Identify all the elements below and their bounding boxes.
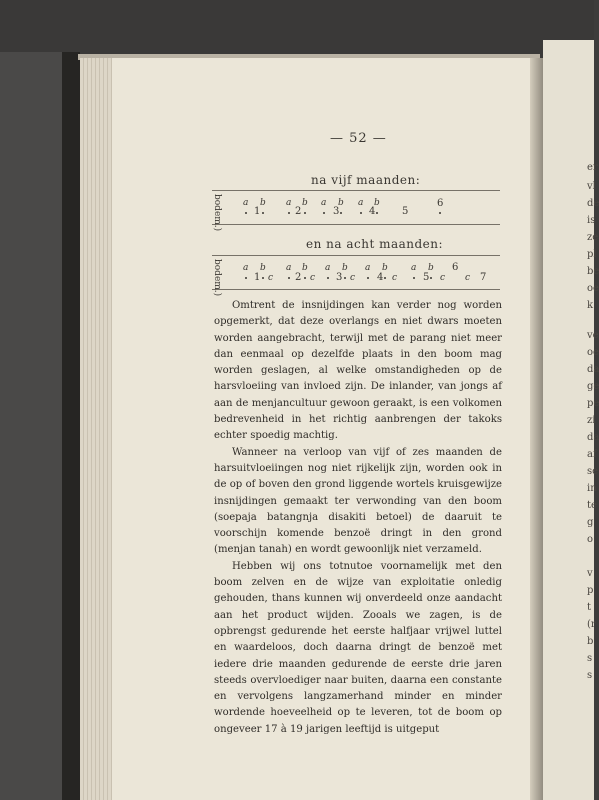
diagram-2-letter: a	[286, 263, 292, 273]
facing-page-fragment: se	[587, 466, 599, 477]
diagram-2-number: 2	[295, 272, 302, 283]
facing-page-fragment: da	[587, 432, 599, 443]
diagram-2-c-mark: c	[440, 273, 446, 283]
diagram-2-dot	[384, 277, 386, 279]
diagram-1-letter: b	[302, 198, 308, 208]
diagram-2-dot	[262, 277, 264, 279]
facing-page-fragment: de	[587, 198, 599, 209]
diagram-1-letter: a	[243, 198, 249, 208]
diagram-1-dot	[288, 212, 290, 214]
facing-page-fragment: s	[587, 653, 593, 664]
facing-page-fragment: da	[587, 364, 599, 375]
diagram-1-letter: a	[321, 198, 327, 208]
diagram-1-letter: b	[374, 198, 380, 208]
diagram-2-number: 4	[377, 272, 384, 283]
diagram-2-letter: b	[342, 263, 348, 273]
diagram-2-c-mark: c	[310, 273, 316, 283]
diagram-2-letter: a	[243, 263, 249, 273]
diagram-1-side-label: bodem.)	[212, 194, 222, 232]
facing-page-fragment: er	[587, 162, 598, 173]
diagram-2-number: 6	[452, 262, 459, 273]
diagram-2-dot	[430, 277, 432, 279]
diagram-1-dot	[304, 212, 306, 214]
facing-page-fragment: in	[587, 483, 597, 494]
facing-page-fragment: te	[587, 500, 597, 511]
book-gutter	[530, 58, 544, 800]
diagram-1-dot	[340, 212, 342, 214]
diagram-1-letter: a	[286, 198, 292, 208]
diagram-2-c-mark: c	[392, 273, 398, 283]
diagram-1-dot	[439, 212, 441, 214]
facing-page-fragment: t	[587, 602, 592, 613]
binder-board-top	[0, 0, 594, 58]
diagram-2-letter: b	[260, 263, 266, 273]
facing-page-fragment: be	[587, 266, 599, 277]
diagram-1-dot	[360, 212, 362, 214]
facing-page-fragment: zi	[587, 415, 596, 426]
diagram-1-number: 6	[437, 198, 444, 209]
facing-page-fragment: ge	[587, 381, 599, 392]
page-number: — 52 —	[330, 131, 387, 146]
book-cover-edge	[62, 52, 80, 800]
diagram-1-number: 5	[402, 206, 409, 217]
diagram-2-top-rule	[212, 255, 500, 256]
facing-page-fragment: (r	[587, 619, 596, 630]
diagram-2-letter: a	[325, 263, 331, 273]
diagram-2-side-label: bodem.)	[212, 259, 222, 297]
diagram-2-dot	[245, 277, 247, 279]
page-leaves-edge	[80, 58, 112, 800]
diagram-2-c-mark: c	[350, 273, 356, 283]
diagram-2-letter: b	[302, 263, 308, 273]
diagram-1-letter: a	[358, 198, 364, 208]
facing-page-fragment: is	[587, 215, 596, 226]
paragraph-incisions: Omtrent de insnijdingen kan verder nog worden opgemerkt, dat deze overlangs en niet dwars moeten worden aangebracht, terwijl met de parang niet meer dan eenmaal op dezelfde plaats in den boom mag worden geslagen, al welke omstandigheden op de harsvloeiing van invloed zijn. De inlander, van jongs af aan de menjancultuur gewoon geraakt, is een volkomen bedrevenheid in het richtig aanbrengen der takoks echter spoedig machtig.	[214, 300, 502, 442]
diagram-1-dot	[262, 212, 264, 214]
diagram-1-top-rule	[212, 190, 500, 191]
diagram-2-letter: a	[365, 263, 371, 273]
facing-page-fragment: ze	[587, 232, 599, 243]
diagram-2-number: 5	[423, 272, 430, 283]
diagram-1-letter: b	[338, 198, 344, 208]
diagram-2-dot	[367, 277, 369, 279]
facing-page-fragment: oe	[587, 347, 599, 358]
diagram-2-letter: b	[428, 263, 434, 273]
facing-page-fragment: af	[587, 449, 597, 460]
facing-page-fragment: vl	[587, 181, 596, 192]
facing-page-fragment: p	[587, 585, 594, 596]
caption-five-months: na vijf maanden:	[311, 173, 421, 187]
body-text	[214, 298, 502, 738]
diagram-2-dot	[288, 277, 290, 279]
diagram-1-number: 3	[333, 206, 340, 217]
paragraph-product: Hebben wij ons totnutoe voornamelijk met den boom zelven en de wijze van exploitatie onledig gehouden, thans kunnen wij onverdeeld onze aandacht aan het product wijden. Zooals we zagen, is de opbrengst gedurende het eerste halfjaar vrijwel luttel en waardeloos, doch daarna dringt de benzoë met iedere drie maanden gedurende de eerste drie jaren steeds overvloediger naar buiten, daarna een constante en vervolgens langzamerhand minder en minder wordende hoeveelheid op te leveren, tot de boom op ongeveer 17 à 19 jarigen leeftijd is uitgeput	[214, 560, 502, 735]
diagram-1-dot	[245, 212, 247, 214]
facing-page-fragment: k	[587, 300, 594, 311]
facing-page-fragment: v	[587, 568, 593, 579]
diagram-2-dot	[344, 277, 346, 279]
facing-page-fragment: pe	[587, 398, 599, 409]
facing-page-fragment: s	[587, 670, 593, 681]
facing-page-fragment: g	[587, 517, 594, 528]
diagram-1-number: 1	[254, 206, 261, 217]
diagram-1-dot	[376, 212, 378, 214]
facing-page-fragment: oe	[587, 283, 599, 294]
facing-page-fragment: pl	[587, 249, 597, 260]
diagram-2-dot	[304, 277, 306, 279]
diagram-1-number: 4	[369, 206, 376, 217]
diagram-2-c-mark: c	[268, 273, 274, 283]
diagram-2-dot	[413, 277, 415, 279]
diagram-2-dot	[327, 277, 329, 279]
diagram-2-c-mark: c	[465, 273, 471, 283]
diagram-2-bottom-rule	[212, 289, 500, 290]
diagram-2-number: 1	[254, 272, 261, 283]
facing-page-fragment: o	[587, 534, 594, 545]
diagram-1-dot	[323, 212, 325, 214]
diagram-2-letter: a	[411, 263, 417, 273]
facing-page-fragment: ve	[587, 330, 599, 341]
diagram-1-bottom-rule	[212, 224, 500, 225]
diagram-1-letter: b	[260, 198, 266, 208]
diagram-2-number: 3	[336, 272, 343, 283]
caption-eight-months: en na acht maanden:	[306, 237, 444, 251]
diagram-2-letter: b	[382, 263, 388, 273]
paragraph-roots: Wanneer na verloop van vijf of zes maanden de harsuitvloeiingen nog niet rijkelijk zijn, worden ook in de op of boven den grond liggende wortels kruisgewijze insnijdingen gemaakt ter verwonding van den boom (soepaja batangnja disakiti betoel) de daaruit te voorschijn komende benzoë dringt in den grond (menjan tanah) en wordt gewoonlijk niet verzameld.	[214, 446, 502, 556]
diagram-2-number: 7	[480, 272, 487, 283]
diagram-1-number: 2	[295, 206, 302, 217]
facing-page-fragment: b	[587, 636, 594, 647]
